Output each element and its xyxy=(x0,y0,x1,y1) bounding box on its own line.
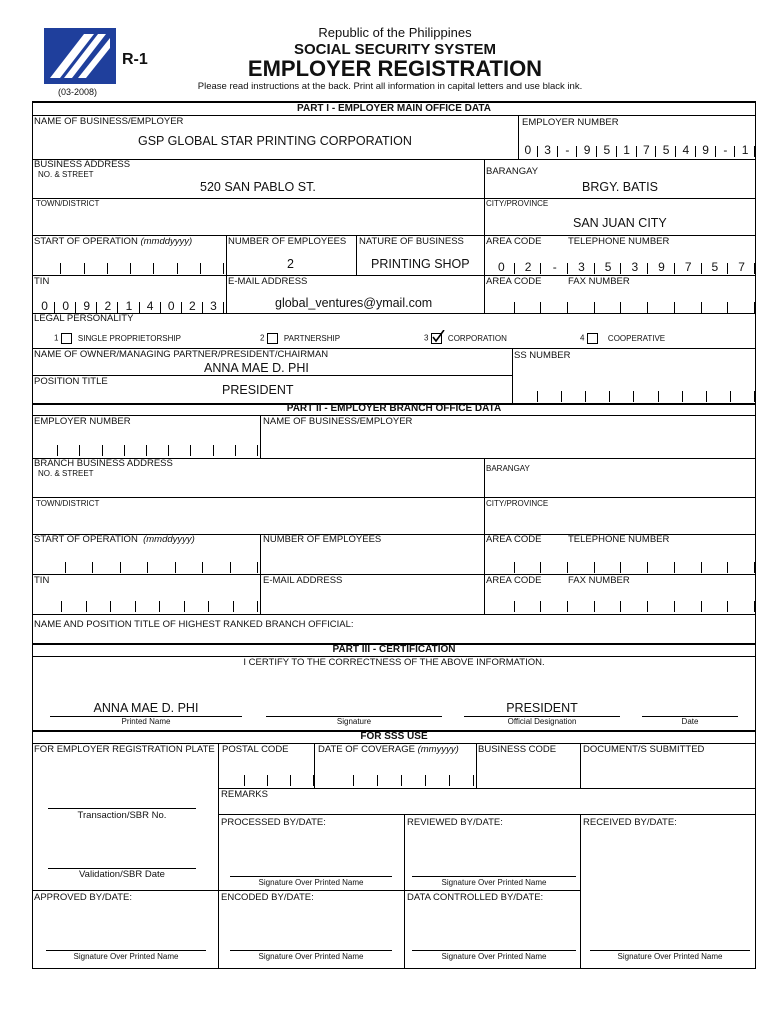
digit-value: 5 xyxy=(662,143,670,157)
documents-label: DOCUMENT/S SUBMITTED xyxy=(583,744,705,755)
digit-cell[interactable] xyxy=(201,256,224,274)
employer-number-field[interactable] xyxy=(518,137,755,157)
coverage-label: DATE OF COVERAGE (mmyyyy) xyxy=(318,744,459,755)
digit-cell[interactable] xyxy=(87,594,111,612)
form-date: (03-2008) xyxy=(58,87,98,97)
digit-cell[interactable] xyxy=(515,295,542,313)
digit-cell[interactable] xyxy=(595,256,622,274)
branch-fax-area-label: AREA CODE xyxy=(486,575,542,586)
owner-field[interactable]: ANNA MAE D. PHI xyxy=(204,361,309,375)
position-field[interactable]: PRESIDENT xyxy=(222,383,294,397)
digit-value: 0 xyxy=(167,299,175,313)
digit-value: 7 xyxy=(643,143,650,157)
business-name-label: NAME OF BUSINESS/EMPLOYER xyxy=(34,116,184,127)
branch-employer-number-label: EMPLOYER NUMBER xyxy=(34,416,131,427)
digit-cell[interactable] xyxy=(675,295,702,313)
tin-field[interactable] xyxy=(34,295,224,313)
digit-cell[interactable] xyxy=(38,555,66,573)
digit-cell[interactable] xyxy=(675,256,702,274)
position-label: POSITION TITLE xyxy=(34,376,108,387)
digit-cell[interactable] xyxy=(541,594,568,612)
digit-value: 0 xyxy=(41,299,48,313)
digit-cell[interactable] xyxy=(656,137,676,157)
digit-cell[interactable] xyxy=(185,594,209,612)
part3-heading: PART III - CERTIFICATION xyxy=(332,644,456,655)
barangay-field[interactable]: BRGY. BATIS xyxy=(582,180,658,194)
part1-heading: PART I - EMPLOYER MAIN OFFICE DATA xyxy=(297,103,491,114)
digit-cell[interactable] xyxy=(291,768,314,786)
branch-name-label: NAME OF BUSINESS/EMPLOYER xyxy=(263,416,413,427)
digit-value: 0 xyxy=(524,143,532,157)
digit-value: - xyxy=(565,143,570,157)
digit-cell[interactable] xyxy=(707,384,731,402)
digit-cell[interactable] xyxy=(61,256,84,274)
digit-cell[interactable] xyxy=(426,768,450,786)
digit-cell[interactable] xyxy=(93,555,121,573)
digit-cell[interactable] xyxy=(234,594,258,612)
digit-value: 4 xyxy=(146,299,154,313)
telephone-label: TELEPHONE NUMBER xyxy=(568,236,670,247)
city-field[interactable]: SAN JUAN CITY xyxy=(573,216,667,230)
digit-value: 5 xyxy=(711,260,719,274)
digit-cell[interactable] xyxy=(140,295,161,313)
fax-field[interactable] xyxy=(488,295,755,313)
digit-cell[interactable] xyxy=(182,295,203,313)
digit-value: 4 xyxy=(682,143,690,157)
area-code-label: AREA CODE xyxy=(486,236,542,247)
branch-official-label: NAME AND POSITION TITLE OF HIGHEST RANKED BRANCH OFFICIAL: xyxy=(34,619,354,630)
digit-cell[interactable] xyxy=(648,295,675,313)
digit-cell[interactable] xyxy=(55,295,76,313)
digit-cell[interactable] xyxy=(76,295,97,313)
page-title: EMPLOYER REGISTRATION xyxy=(247,56,543,81)
digit-cell[interactable] xyxy=(85,256,108,274)
digit-value: 3 xyxy=(210,299,217,313)
legal-option-2[interactable]: 2 PARTNERSHIP xyxy=(260,333,341,343)
data-controlled-label: DATA CONTROLLED BY/DATE: xyxy=(407,892,544,903)
checkbox-icon xyxy=(267,333,278,344)
branch-start-label: START OF OPERATION (mmddyyyy) xyxy=(34,534,195,545)
digit-cell[interactable] xyxy=(595,594,622,612)
digit-cell[interactable] xyxy=(268,768,291,786)
digit-cell[interactable] xyxy=(702,256,729,274)
digit-value: 2 xyxy=(104,299,112,313)
legal-personality-label: LEGAL PERSONALITY xyxy=(34,313,134,324)
digit-cell[interactable] xyxy=(62,594,86,612)
digit-cell[interactable] xyxy=(676,137,696,157)
digit-cell[interactable] xyxy=(34,295,55,313)
digit-cell[interactable] xyxy=(586,384,610,402)
digit-cell[interactable] xyxy=(621,256,648,274)
digit-value: 7 xyxy=(738,260,745,274)
digit-value: 9 xyxy=(83,299,91,313)
digit-cell[interactable] xyxy=(558,137,578,157)
digit-cell[interactable] xyxy=(538,137,558,157)
checkmark-icon xyxy=(431,333,442,344)
no-street-label: NO. & STREET xyxy=(38,170,94,179)
digit-cell[interactable] xyxy=(610,384,634,402)
approved-label: APPROVED BY/DATE: xyxy=(34,892,133,903)
printed-name-field[interactable]: ANNA MAE D. PHI xyxy=(93,701,199,715)
digit-cell[interactable] xyxy=(330,768,354,786)
plate-label: FOR EMPLOYER REGISTRATION PLATE xyxy=(34,744,215,755)
digit-cell[interactable] xyxy=(716,137,736,157)
telephone-field[interactable] xyxy=(488,256,755,274)
digit-cell[interactable] xyxy=(568,555,595,573)
digit-value: 1 xyxy=(623,143,630,157)
reviewed-label: REVIEWED BY/DATE: xyxy=(407,817,503,828)
printed-name-label: Printed Name xyxy=(121,717,171,726)
digit-cell[interactable] xyxy=(597,137,617,157)
digit-cell[interactable] xyxy=(97,295,118,313)
legal-option-3[interactable]: 3 CORPORATION xyxy=(424,333,507,344)
branch-telephone-field[interactable] xyxy=(488,555,755,573)
postal-code-label: POSTAL CODE xyxy=(222,744,289,755)
digit-cell[interactable] xyxy=(568,256,595,274)
transaction-label: Transaction/SBR No. xyxy=(77,810,167,821)
branch-email-label: E-MAIL ADDRESS xyxy=(263,575,343,586)
sss-use-heading: FOR SSS USE xyxy=(360,731,428,742)
digit-cell[interactable] xyxy=(675,555,702,573)
digit-cell[interactable] xyxy=(245,768,268,786)
data-controlled-sig-label: Signature Over Printed Name xyxy=(441,952,547,961)
legal-option-4[interactable]: 4 COOPERATIVE xyxy=(580,333,666,343)
employer-number-label: EMPLOYER NUMBER xyxy=(522,117,619,128)
branch-fax-label: FAX NUMBER xyxy=(568,575,630,586)
digit-cell[interactable] xyxy=(683,384,707,402)
digit-cell[interactable] xyxy=(131,256,154,274)
digit-cell[interactable] xyxy=(702,594,729,612)
digit-cell[interactable] xyxy=(577,137,597,157)
digit-cell[interactable] xyxy=(515,256,542,274)
branch-address-label: BRANCH BUSINESS ADDRESS xyxy=(34,458,173,469)
digit-cell[interactable] xyxy=(169,438,191,456)
digit-cell[interactable] xyxy=(595,295,622,313)
digit-cell[interactable] xyxy=(728,256,755,274)
digit-cell[interactable] xyxy=(659,384,683,402)
digit-cell[interactable] xyxy=(66,555,94,573)
start-operation-field[interactable] xyxy=(38,256,224,274)
business-address-label: BUSINESS ADDRESS xyxy=(34,159,131,170)
digit-value: 7 xyxy=(684,260,692,274)
digit-cell[interactable] xyxy=(108,256,131,274)
digit-cell[interactable] xyxy=(121,555,149,573)
business-code-label: BUSINESS CODE xyxy=(478,744,557,755)
digit-value: - xyxy=(723,143,728,157)
certification-statement: I CERTIFY TO THE CORRECTNESS OF THE ABOVE INFORMATION. xyxy=(243,657,545,668)
branch-tin-label: TIN xyxy=(34,575,50,586)
digit-cell[interactable] xyxy=(203,295,224,313)
digit-cell[interactable] xyxy=(236,438,258,456)
digit-cell[interactable] xyxy=(637,137,657,157)
postal-code-field[interactable] xyxy=(222,768,314,786)
street-field[interactable]: 520 SAN PABLO ST. xyxy=(200,180,316,194)
digit-cell[interactable] xyxy=(648,256,675,274)
city-label: CITY/PROVINCE xyxy=(486,199,549,208)
digit-cell[interactable] xyxy=(231,555,259,573)
num-employees-field[interactable]: 2 xyxy=(287,257,294,271)
digit-cell[interactable] xyxy=(728,555,755,573)
received-sig-label: Signature Over Printed Name xyxy=(617,952,723,961)
branch-fax-field[interactable] xyxy=(488,594,755,612)
form-code: R-1 xyxy=(122,51,148,68)
digit-value: 1 xyxy=(741,143,749,157)
digit-cell[interactable] xyxy=(136,594,160,612)
branch-employer-number-field[interactable] xyxy=(36,438,258,456)
coverage-field[interactable] xyxy=(330,768,474,786)
remarks-label: REMARKS xyxy=(221,789,268,800)
digit-cell[interactable] xyxy=(541,295,568,313)
digit-cell[interactable] xyxy=(402,768,426,786)
checkbox-icon xyxy=(61,333,72,344)
digit-value: 1 xyxy=(125,299,133,313)
digit-cell[interactable] xyxy=(38,594,62,612)
digit-cell[interactable] xyxy=(118,295,139,313)
barangay-label: BARANGAY xyxy=(486,166,539,177)
branch-barangay-label: BARANGAY xyxy=(486,464,530,473)
digit-cell[interactable] xyxy=(648,555,675,573)
header-agency: SOCIAL SECURITY SYSTEM xyxy=(294,41,496,58)
branch-start-field[interactable] xyxy=(38,555,258,573)
encoded-sig-label: Signature Over Printed Name xyxy=(258,952,364,961)
digit-cell[interactable] xyxy=(378,768,402,786)
header-instructions: Please read instructions at the back. Print all information in capital letters and use black ink. xyxy=(197,81,583,92)
digit-cell[interactable] xyxy=(161,295,182,313)
digit-cell[interactable] xyxy=(562,384,586,402)
digit-cell[interactable] xyxy=(125,438,147,456)
digit-cell[interactable] xyxy=(621,555,648,573)
digit-cell[interactable] xyxy=(515,594,542,612)
digit-value: 5 xyxy=(604,260,612,274)
digit-value: - xyxy=(552,260,557,274)
digit-cell[interactable] xyxy=(702,295,729,313)
header-republic: Republic of the Philippines xyxy=(318,25,472,40)
digit-cell[interactable] xyxy=(154,256,177,274)
digit-cell[interactable] xyxy=(36,438,58,456)
digit-cell[interactable] xyxy=(515,555,542,573)
ss-number-label: SS NUMBER xyxy=(514,350,571,361)
part2-heading: PART II - EMPLOYER BRANCH OFFICE DATA xyxy=(286,403,502,414)
digit-cell[interactable] xyxy=(728,594,755,612)
digit-cell[interactable] xyxy=(648,594,675,612)
validation-label: Validation/SBR Date xyxy=(79,869,165,880)
encoded-label: ENCODED BY/DATE: xyxy=(221,892,314,903)
digit-cell[interactable] xyxy=(514,384,538,402)
digit-cell[interactable] xyxy=(80,438,102,456)
nature-business-field[interactable]: PRINTING SHOP xyxy=(371,257,470,271)
digit-cell[interactable] xyxy=(728,295,755,313)
num-employees-label: NUMBER OF EMPLOYEES xyxy=(228,236,347,247)
digit-cell[interactable] xyxy=(731,384,755,402)
digit-cell[interactable] xyxy=(634,384,658,402)
sss-logo-icon xyxy=(44,28,116,84)
date-label: Date xyxy=(681,717,699,726)
digit-value: 3 xyxy=(578,260,585,274)
digit-value: 3 xyxy=(544,143,551,157)
digit-cell[interactable] xyxy=(488,295,515,313)
owner-label: NAME OF OWNER/MANAGING PARTNER/PRESIDENT/CHAIRMAN xyxy=(34,349,329,360)
checkbox-icon xyxy=(587,333,598,344)
branch-tin-field[interactable] xyxy=(38,594,258,612)
digit-value: 2 xyxy=(524,260,532,274)
digit-cell[interactable] xyxy=(178,256,201,274)
digit-cell[interactable] xyxy=(209,594,233,612)
processed-sig-label: Signature Over Printed Name xyxy=(258,878,364,887)
digit-cell[interactable] xyxy=(696,137,716,157)
digit-cell[interactable] xyxy=(488,256,515,274)
digit-value: 9 xyxy=(583,143,591,157)
digit-cell[interactable] xyxy=(518,137,538,157)
digit-cell[interactable] xyxy=(595,555,622,573)
digit-cell[interactable] xyxy=(488,555,515,573)
digit-value: 0 xyxy=(498,260,505,274)
digit-cell[interactable] xyxy=(488,594,515,612)
reviewed-sig-label: Signature Over Printed Name xyxy=(441,878,547,887)
approved-sig-label: Signature Over Printed Name xyxy=(73,952,179,961)
branch-city-label: CITY/PROVINCE xyxy=(486,499,549,508)
digit-cell[interactable] xyxy=(160,594,184,612)
digit-cell[interactable] xyxy=(111,594,135,612)
digit-cell[interactable] xyxy=(675,594,702,612)
digit-cell[interactable] xyxy=(541,256,568,274)
digit-cell[interactable] xyxy=(148,555,176,573)
signature-label: Signature xyxy=(336,717,372,726)
digit-cell[interactable] xyxy=(617,137,637,157)
digit-value: 3 xyxy=(631,260,639,274)
processed-label: PROCESSED BY/DATE: xyxy=(221,817,326,828)
business-name-field[interactable]: GSP GLOBAL STAR PRINTING CORPORATION xyxy=(138,134,412,148)
branch-area-code-label: AREA CODE xyxy=(486,534,542,545)
fax-label: FAX NUMBER xyxy=(568,276,630,287)
digit-cell[interactable] xyxy=(103,438,125,456)
digit-cell[interactable] xyxy=(354,768,378,786)
digit-cell[interactable] xyxy=(222,768,245,786)
branch-num-employees-label: NUMBER OF EMPLOYEES xyxy=(263,534,382,545)
digit-cell[interactable] xyxy=(541,555,568,573)
digit-cell[interactable] xyxy=(621,295,648,313)
digit-cell[interactable] xyxy=(568,594,595,612)
received-label: RECEIVED BY/DATE: xyxy=(583,817,677,828)
digit-cell[interactable] xyxy=(568,295,595,313)
branch-no-street-label: NO. & STREET xyxy=(38,469,94,478)
digit-cell[interactable] xyxy=(702,555,729,573)
digit-cell[interactable] xyxy=(450,768,474,786)
email-field[interactable]: global_ventures@ymail.com xyxy=(275,296,433,310)
branch-telephone-label: TELEPHONE NUMBER xyxy=(568,534,670,545)
digit-cell[interactable] xyxy=(58,438,80,456)
designation-label: Official Designation xyxy=(507,717,577,726)
ss-number-field[interactable] xyxy=(514,384,755,402)
digit-value: 2 xyxy=(188,299,196,313)
digit-cell[interactable] xyxy=(38,256,61,274)
digit-cell[interactable] xyxy=(203,555,231,573)
fax-area-code-label: AREA CODE xyxy=(486,276,542,287)
tin-label: TIN xyxy=(34,276,50,287)
digit-cell[interactable] xyxy=(176,555,204,573)
digit-cell[interactable] xyxy=(735,137,755,157)
branch-town-label: TOWN/DISTRICT xyxy=(36,499,100,508)
digit-cell[interactable] xyxy=(191,438,213,456)
start-operation-label: START OF OPERATION (mmddyyyy) xyxy=(34,236,193,247)
digit-value: 9 xyxy=(658,260,665,274)
digit-cell[interactable] xyxy=(621,594,648,612)
town-label: TOWN/DISTRICT xyxy=(36,199,100,208)
digit-cell[interactable] xyxy=(147,438,169,456)
designation-field[interactable]: PRESIDENT xyxy=(506,701,578,715)
digit-value: 5 xyxy=(603,143,611,157)
email-label: E-MAIL ADDRESS xyxy=(228,276,308,287)
legal-option-1[interactable]: 1 SINGLE PROPRIETORSHIP xyxy=(54,333,181,343)
digit-value: 0 xyxy=(62,299,69,313)
nature-business-label: NATURE OF BUSINESS xyxy=(359,236,464,247)
digit-cell[interactable] xyxy=(538,384,562,402)
digit-value: 9 xyxy=(702,143,709,157)
digit-cell[interactable] xyxy=(214,438,236,456)
